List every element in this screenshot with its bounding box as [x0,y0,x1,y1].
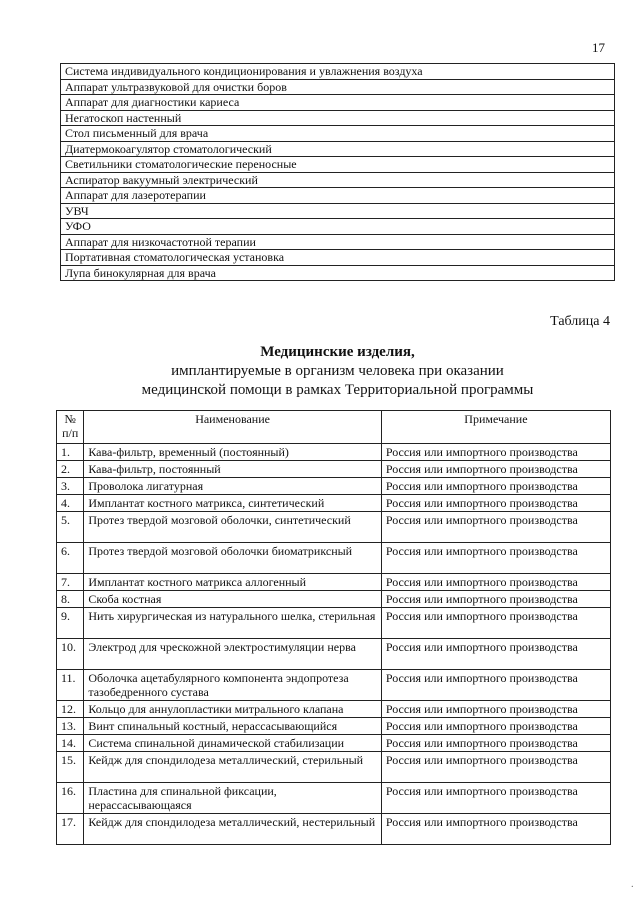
equipment-item: Аспиратор вакуумный электрический [61,172,615,188]
implant-row [57,701,611,718]
equipment-item: Аппарат для низкочастотной терапии [61,234,615,250]
implant-name: Кольцо для аннулопластики митрального клапана [84,701,381,718]
implant-note: Россия или импортного производства [381,461,610,478]
implant-row [57,735,611,752]
row-number: 4. [57,495,84,512]
implant-note: Россия или импортного производства [381,591,610,608]
equipment-row [61,265,615,281]
heading-title: Медицинские изделия, [260,344,415,360]
equipment-item: Стол письменный для врача [61,126,615,142]
implant-note: Россия или импортного производства [381,701,610,718]
equipment-item: Светильники стоматологические переносные [61,157,615,173]
implant-row [57,591,611,608]
equipment-row [61,126,615,142]
equipment-row [61,64,615,80]
equipment-item: Негатоскоп настенный [61,110,615,126]
row-number: 14. [57,735,84,752]
implant-note: Россия или импортного производства [381,574,610,591]
implant-row [57,444,611,461]
implant-row [57,461,611,478]
row-number: 10. [57,639,84,670]
equipment-row [61,172,615,188]
implant-note: Россия или импортного производства [381,543,610,574]
implant-row [57,608,611,639]
implant-name: Протез твердой мозговой оболочки биоматриксный [84,543,381,574]
row-number: 13. [57,718,84,735]
implant-note: Россия или импортного производства [381,608,610,639]
table-caption: Таблица 4 [550,314,610,329]
row-number: 15. [57,752,84,783]
implants-table-body [57,444,611,845]
equipment-row [61,157,615,173]
equipment-row [61,79,615,95]
implant-name: Оболочка ацетабулярного компонента эндопротеза тазобедренного сустава [84,670,381,701]
equipment-row [61,95,615,111]
equipment-row [61,141,615,157]
row-number: 17. [57,814,84,845]
row-number: 1. [57,444,84,461]
implant-name: Кейдж для спондилодеза металлический, нестерильный [84,814,381,845]
implant-note: Россия или импортного производства [381,444,610,461]
equipment-table-body [61,64,615,281]
implant-note: Россия или импортного производства [381,814,610,845]
implant-name: Скоба костная [84,591,381,608]
equipment-row [61,234,615,250]
implants-header-row [57,411,611,444]
implant-name: Пластина для спинальной фиксации, нерассасывающаяся [84,783,381,814]
implant-note: Россия или импортного производства [381,639,610,670]
implant-name: Кава-фильтр, временный (постоянный) [84,444,381,461]
header-num: № п/п [57,411,84,444]
row-number: 12. [57,701,84,718]
row-number: 11. [57,670,84,701]
equipment-item: Аппарат ультразвуковой для очистки боров [61,79,615,95]
implant-name: Винт спинальный костный, нерассасывающийся [84,718,381,735]
implant-note: Россия или импортного производства [381,670,610,701]
table-heading [60,343,615,400]
implant-row [57,512,611,543]
implant-row [57,670,611,701]
equipment-item: Система индивидуального кондиционирования и увлажнения воздуха [61,64,615,80]
implant-name: Система спинальной динамической стабилизации [84,735,381,752]
equipment-item: Аппарат для лазеротерапии [61,188,615,204]
implant-note: Россия или импортного производства [381,495,610,512]
implant-row [57,783,611,814]
implant-row [57,543,611,574]
implant-note: Россия или импортного производства [381,735,610,752]
implants-table [56,410,611,845]
header-note: Примечание [381,411,610,444]
implant-note: Россия или импортного производства [381,752,610,783]
implant-row [57,718,611,735]
row-number: 16. [57,783,84,814]
implant-row [57,574,611,591]
row-number: 9. [57,608,84,639]
equipment-row [61,203,615,219]
row-number: 5. [57,512,84,543]
implant-name: Имплантат костного матрикса аллогенный [84,574,381,591]
heading-line-2: имплантируемые в организм человека при оказании [171,363,504,379]
equipment-item: Диатермокоагулятор стоматологический [61,141,615,157]
equipment-table [60,63,615,281]
equipment-item: Портативная стоматологическая установка [61,250,615,266]
corner-mark: · [630,882,634,893]
row-number: 6. [57,543,84,574]
implant-row [57,814,611,845]
equipment-item: Аппарат для диагностики кариеса [61,95,615,111]
implant-note: Россия или импортного производства [381,718,610,735]
equipment-row [61,110,615,126]
implant-row [57,752,611,783]
header-name: Наименование [84,411,381,444]
row-number: 2. [57,461,84,478]
row-number: 3. [57,478,84,495]
implant-name: Электрод для чрескожной электростимуляции нерва [84,639,381,670]
implant-name: Протез твердой мозговой оболочки, синтетический [84,512,381,543]
row-number: 7. [57,574,84,591]
heading-line-3: медицинской помощи в рамках Территориальной программы [141,382,534,398]
implant-row [57,478,611,495]
equipment-item: УФО [61,219,615,235]
row-number: 8. [57,591,84,608]
equipment-row [61,219,615,235]
implant-name: Кейдж для спондилодеза металлический, стерильный [84,752,381,783]
equipment-item: Лупа бинокулярная для врача [61,265,615,281]
implant-name: Кава-фильтр, постоянный [84,461,381,478]
implant-row [57,639,611,670]
implant-note: Россия или импортного производства [381,783,610,814]
implant-name: Имплантат костного матрикса, синтетический [84,495,381,512]
equipment-row [61,250,615,266]
implant-note: Россия или импортного производства [381,512,610,543]
equipment-row [61,188,615,204]
page-number: 17 [592,40,605,55]
implant-row [57,495,611,512]
implant-note: Россия или импортного производства [381,478,610,495]
implant-name: Проволока лигатурная [84,478,381,495]
implant-name: Нить хирургическая из натурального шелка, стерильная [84,608,381,639]
equipment-item: УВЧ [61,203,615,219]
